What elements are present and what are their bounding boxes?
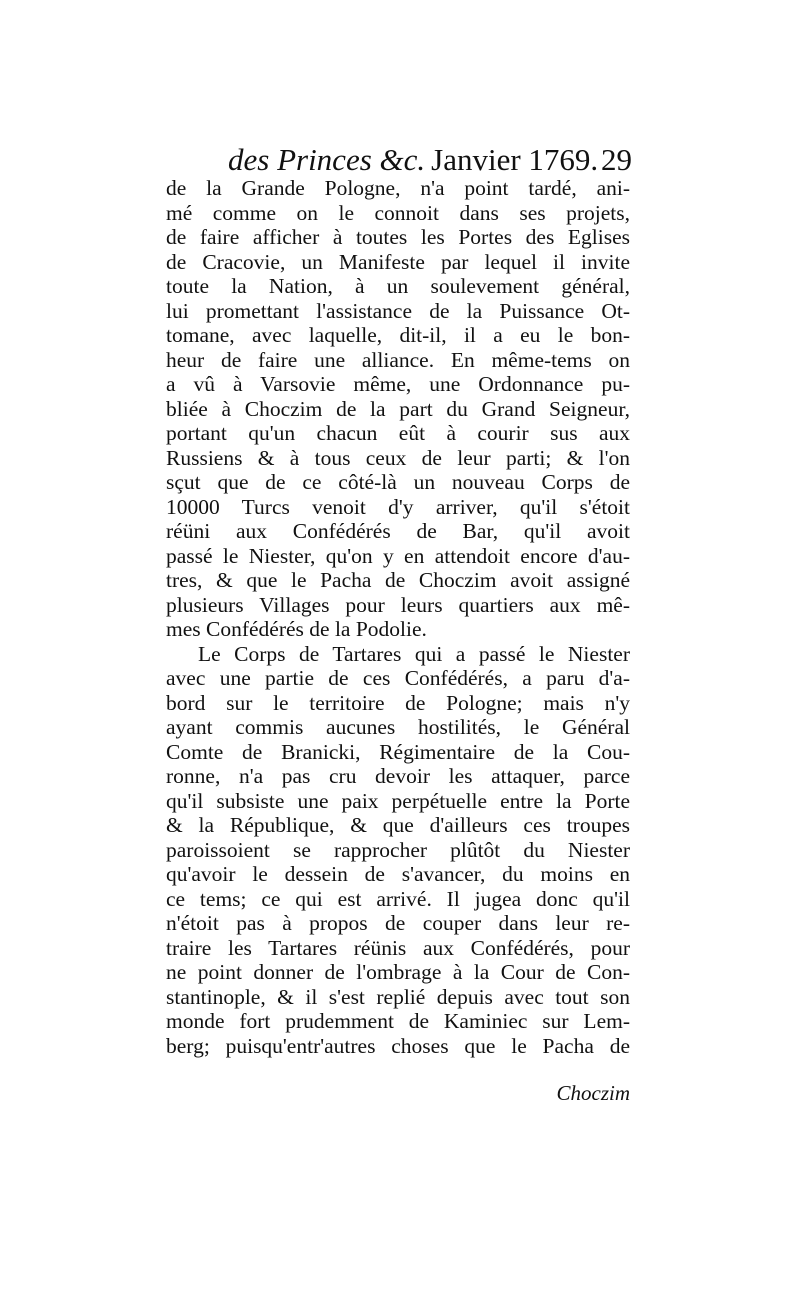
text-line: avec une partie de ces Confédérés, a paru d'a-: [166, 666, 630, 690]
text-line: mé comme on le connoit dans ses projets,: [166, 200, 630, 225]
text-line: passé le Niester, qu'on y en attendoit encore d'au-: [166, 543, 630, 568]
body-text: [166, 176, 630, 1058]
text-line: tres, & que le Pacha de Choczim avoit assigné: [166, 568, 630, 592]
text-line: Comte de Branicki, Régimentaire de la Cou-: [166, 739, 630, 764]
text-line: berg; puisqu'entr'autres choses que le Pacha de: [166, 1033, 630, 1058]
text-line: qu'avoir le dessein de s'avancer, du moins en: [166, 862, 630, 886]
text-line: toute la Nation, à un soulevement général,: [166, 274, 630, 298]
text-line: de la Grande Pologne, n'a point tardé, ani-: [166, 176, 630, 200]
text-line: & la République, & que d'ailleurs ces troupes: [166, 813, 630, 837]
text-line: Le Corps de Tartares qui a passé le Niester: [198, 641, 630, 666]
text-line: de Cracovie, un Manifeste par lequel il invite: [166, 249, 630, 274]
running-head: [228, 140, 632, 180]
text-line: ayant commis aucunes hostilités, le Général: [166, 715, 630, 739]
text-line: mes Confédérés de la Podolie.: [166, 617, 427, 641]
text-line: plusieurs Villages pour leurs quartiers aux mê-: [166, 592, 630, 617]
text-line: tomane, avec laquelle, dit-il, il a eu le bon-: [166, 323, 630, 347]
text-line: portant qu'un chacun eût à courir sus aux: [166, 421, 630, 445]
text-line: traire les Tartares réünis aux Confédérés, pour: [166, 935, 630, 960]
text-line: heur de faire une alliance. En même-tems on: [166, 347, 630, 372]
catchword: Choczim: [556, 1081, 630, 1105]
running-date: Janvier 1769.: [431, 142, 599, 177]
text-line: stantinople, & il s'est replié depuis avec tout son: [166, 984, 630, 1009]
text-line: 10000 Turcs venoit d'y arriver, qu'il s'étoit: [166, 494, 630, 519]
text-line: de faire afficher à toutes les Portes des Eglises: [166, 225, 630, 249]
text-line: ne point donner de l'ombrage à la Cour de Con-: [166, 960, 630, 984]
text-line: paroissoient se rapprocher plûtôt du Niester: [166, 837, 630, 862]
text-line: n'étoit pas à propos de couper dans leur re-: [166, 911, 630, 935]
text-line: lui promettant l'assistance de la Puissance Ot-: [166, 298, 630, 323]
running-title: des Princes &c.: [228, 142, 426, 177]
text-line: ce tems; ce qui est arrivé. Il jugea donc qu'il: [166, 886, 630, 911]
text-line: a vû à Varsovie même, une Ordonnance pu-: [166, 372, 630, 396]
text-line: bord sur le territoire de Pologne; mais n'y: [166, 690, 630, 715]
paragraph: [166, 642, 630, 1059]
text-line: réüni aux Confédérés de Bar, qu'il avoit: [166, 519, 630, 543]
text-line: sçut que de ce côté-là un nouveau Corps de: [166, 470, 630, 494]
text-line: qu'il subsiste une paix perpétuelle entre la Porte: [166, 788, 630, 813]
text-line: bliée à Choczim de la part du Grand Seigneur,: [166, 396, 630, 421]
text-line: ronne, n'a pas cru devoir les attaquer, parce: [166, 764, 630, 788]
page-number: 29: [601, 142, 632, 177]
paragraph: [166, 176, 630, 642]
text-line: monde fort prudemment de Kaminiec sur Lem-: [166, 1009, 630, 1033]
text-line: Russiens & à tous ceux de leur parti; & l'on: [166, 445, 630, 470]
